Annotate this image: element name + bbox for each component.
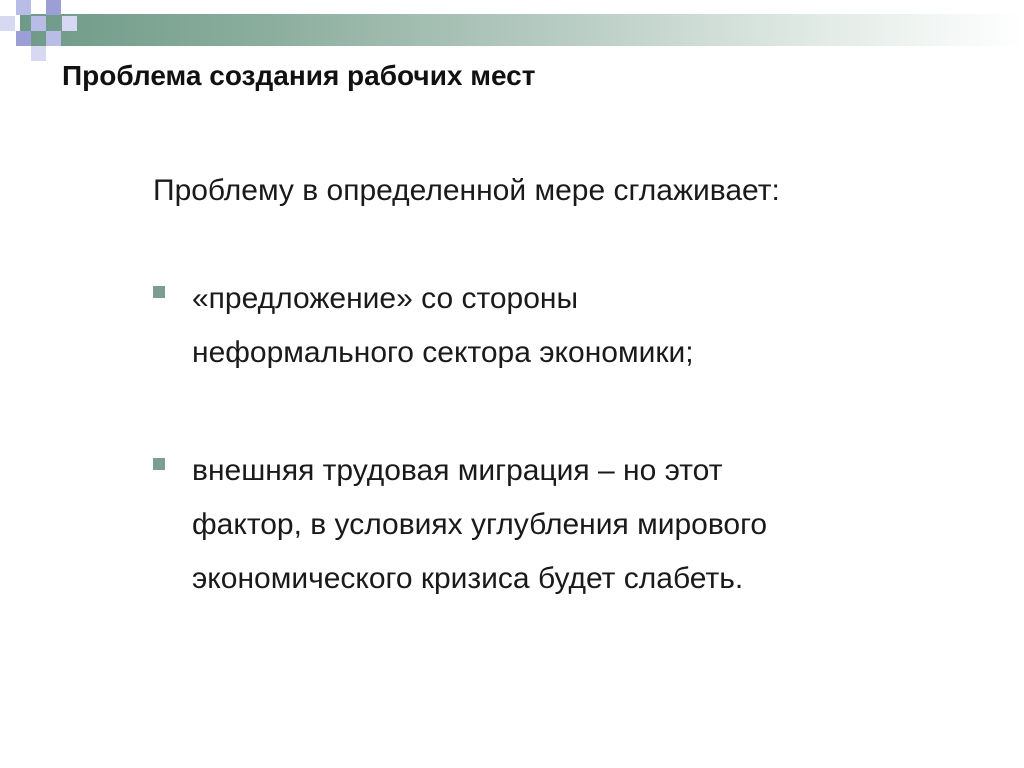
intro-text: Проблему в определенной мере сглаживает: — [153, 174, 780, 207]
slide-title: Проблема создания рабочих мест — [62, 60, 536, 91]
bullet-text — [192, 272, 694, 380]
square-bullet-icon — [153, 286, 165, 298]
bullet-line: внешняя трудовая миграция – но этот — [192, 454, 723, 487]
bullet-line: «предложение» со стороны — [192, 282, 579, 315]
bullet-line: неформального сектора экономики; — [192, 336, 694, 369]
bullet-line: фактор, в условиях углубления мирового — [192, 508, 768, 541]
header-gradient-band — [20, 14, 1024, 46]
square-bullet-icon — [153, 458, 165, 470]
bullet-line: экономического кризиса будет слабеть. — [192, 562, 744, 595]
bullet-text — [192, 444, 767, 606]
